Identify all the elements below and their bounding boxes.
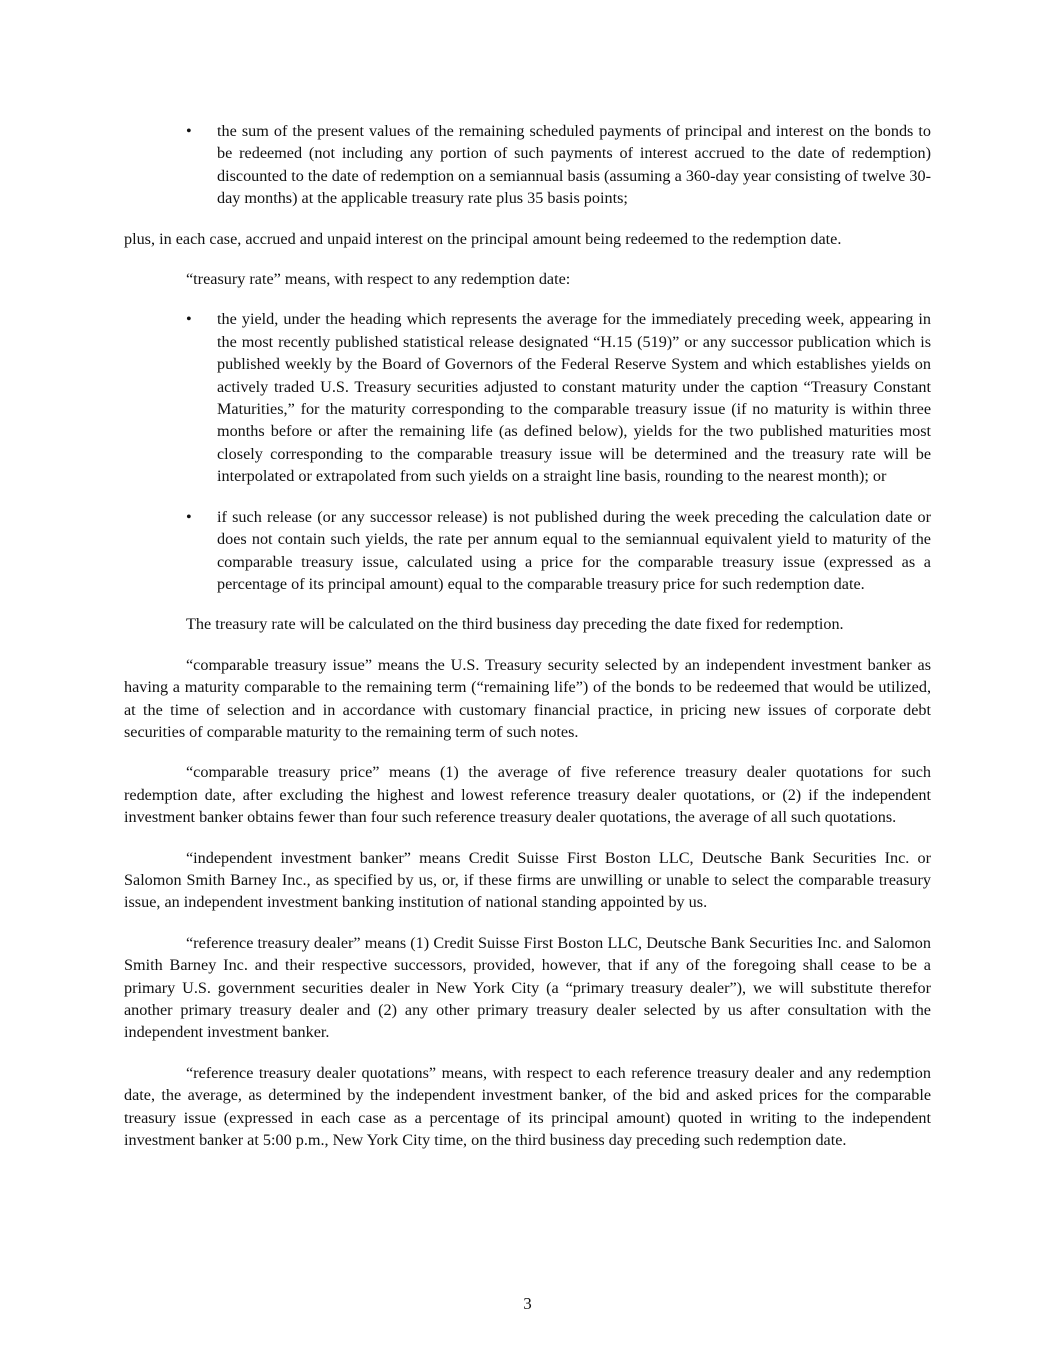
- treasury-rate-bullet: [124, 506, 931, 596]
- bullet-text: the yield, under the heading which represents the average for the immediately preceding week, appearing in the most recently published statistical release designated “H.15 (519)” or any successor publication which is published weekly by the Board of Governors of the Federal Reserve System and which establishes yields on actively traded U.S. Treasury securities adjusted to constant maturity under the caption “Treasury Constant Maturities,” for the maturity corresponding to the comparable treasury issue (if no maturity is within three months before or after the remaining life (as defined below), yields for the two published maturities most closely corresponding to the comparable treasury issue will be determined and the treasury rate will be interpolated or extrapolated from such yields on a straight line basis, rounding to the nearest month); or: [217, 310, 931, 486]
- page-number: 3: [523, 1294, 532, 1313]
- bullet-marker: •: [186, 507, 192, 526]
- bullet-marker: •: [186, 122, 192, 140]
- document-page: [124, 120, 931, 1169]
- calculation-paragraph: The treasury rate will be calculated on the third business day preceding the date fixed for redemption.: [186, 615, 844, 634]
- treasury-rate-bullet: [124, 308, 931, 487]
- definition-comparable-treasury-price: “comparable treasury price” means (1) the average of five reference treasury dealer quotations for such redemption date, after excluding the highest and lowest reference treasury dealer quotations, or (2) if the independent investment banker obtains fewer than four such reference treasury dealer quotations, the average of all such quotations.: [124, 763, 931, 827]
- definition-independent-investment-banker: “independent investment banker” means Credit Suisse First Boston LLC, Deutsche Bank Securities Inc. or Salomon Smith Barney Inc., as specified by us, or, if these firms are unwilling or unable to select the comparable treasury issue, an independent investment banking institution of national standing appointed by us.: [124, 848, 931, 912]
- make-whole-bullet: [124, 120, 931, 210]
- treasury-rate-intro: “treasury rate” means, with respect to any redemption date:: [186, 270, 571, 289]
- bullet-text: if such release (or any successor release) is not published during the week preceding the calculation date or does not contain such yields, the rate per annum equal to the semiannual equivalent yield to maturity of the comparable treasury issue, calculated using a price for the comparable treasury issue (expressed as a percentage of its principal amount) equal to the comparable treasury price for such redemption date.: [217, 507, 931, 593]
- bullet-text: the sum of the present values of the remaining scheduled payments of principal and interest on the bonds to be redeemed (not including any portion of such payments of interest accrued to the date of redemption) discounted to the date of redemption on a semiannual basis (assuming a 360-day year consisting of twelve 30-day months) at the applicable treasury rate plus 35 basis points;: [217, 122, 931, 208]
- definition-reference-treasury-dealer-quotations: “reference treasury dealer quotations” means, with respect to each reference treasury dealer and any redemption date, the average, as determined by the independent investment banker, of the bid and asked prices for the comparable treasury issue (expressed in each case as a percentage of its principal amount) quoted in writing to the independent investment banker at 5:00 p.m., New York City time, on the third business day preceding such redemption date.: [124, 1063, 931, 1150]
- bullet-marker: •: [186, 310, 192, 329]
- plus-paragraph: plus, in each case, accrued and unpaid interest on the principal amount being redeemed to the redemption date.: [124, 229, 842, 248]
- definition-reference-treasury-dealer: “reference treasury dealer” means (1) Credit Suisse First Boston LLC, Deutsche Bank Securities Inc. and Salomon Smith Barney Inc. and their respective successors, provided, however, that if any of the foregoing shall cease to be a primary U.S. government securities dealer in New York City (a “primary treasury dealer”), we will substitute therefor another primary treasury dealer and (2) any other primary treasury dealer selected by us after consultation with the independent investment banker.: [124, 933, 931, 1042]
- definition-comparable-treasury-issue: “comparable treasury issue” means the U.S. Treasury security selected by an independent investment banker as having a maturity comparable to the remaining term (“remaining life”) of the bonds to be redeemed that would be utilized, at the time of selection and in accordance with customary financial practice, in pricing new issues of corporate debt securities of comparable maturity to the remaining term of such notes.: [124, 655, 931, 741]
